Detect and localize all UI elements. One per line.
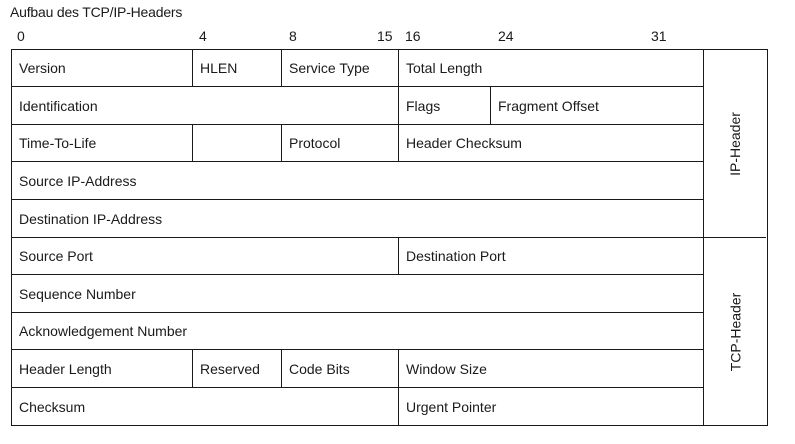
field-version: Version xyxy=(12,50,193,87)
field-identification: Identification xyxy=(12,87,399,125)
field-destination-port: Destination Port xyxy=(399,238,704,275)
field-checksum: Checksum xyxy=(12,388,399,425)
field-urgent-pointer: Urgent Pointer xyxy=(399,388,704,425)
bit-label-16: 16 xyxy=(405,28,421,44)
field-flags: Flags xyxy=(399,87,491,125)
tcp-header-group xyxy=(704,238,766,425)
field-reserved: Reserved xyxy=(193,350,282,388)
bit-label-0: 0 xyxy=(17,28,25,44)
bit-label-15: 15 xyxy=(377,28,393,44)
field-time-to-live: Time-To-Life xyxy=(12,125,193,162)
field-header-length: Header Length xyxy=(12,350,193,388)
bit-label-24: 24 xyxy=(498,28,514,44)
ip-header-group xyxy=(704,50,766,238)
ip-header-label: IP-Header xyxy=(727,111,743,176)
header-table xyxy=(11,49,768,426)
field-window-size: Window Size xyxy=(399,350,704,388)
field-source-port: Source Port xyxy=(12,238,399,275)
field-empty xyxy=(193,125,282,162)
field-service-type: Service Type xyxy=(282,50,399,87)
field-header-checksum: Header Checksum xyxy=(399,125,704,162)
field-sequence-number: Sequence Number xyxy=(12,275,704,313)
field-code-bits: Code Bits xyxy=(282,350,399,388)
tcp-header-label: TCP-Header xyxy=(727,292,743,371)
field-fragment-offset: Fragment Offset xyxy=(491,87,704,125)
field-destination-ip-address: Destination IP-Address xyxy=(12,200,704,238)
bit-label-8: 8 xyxy=(289,28,297,44)
diagram-title: Aufbau des TCP/IP-Headers xyxy=(10,4,183,20)
field-hlen: HLEN xyxy=(193,50,282,87)
field-acknowledgement-number: Acknowledgement Number xyxy=(12,313,704,350)
field-source-ip-address: Source IP-Address xyxy=(12,162,704,200)
bit-label-4: 4 xyxy=(199,28,207,44)
field-total-length: Total Length xyxy=(399,50,704,87)
bit-label-31: 31 xyxy=(651,28,667,44)
field-protocol: Protocol xyxy=(282,125,399,162)
